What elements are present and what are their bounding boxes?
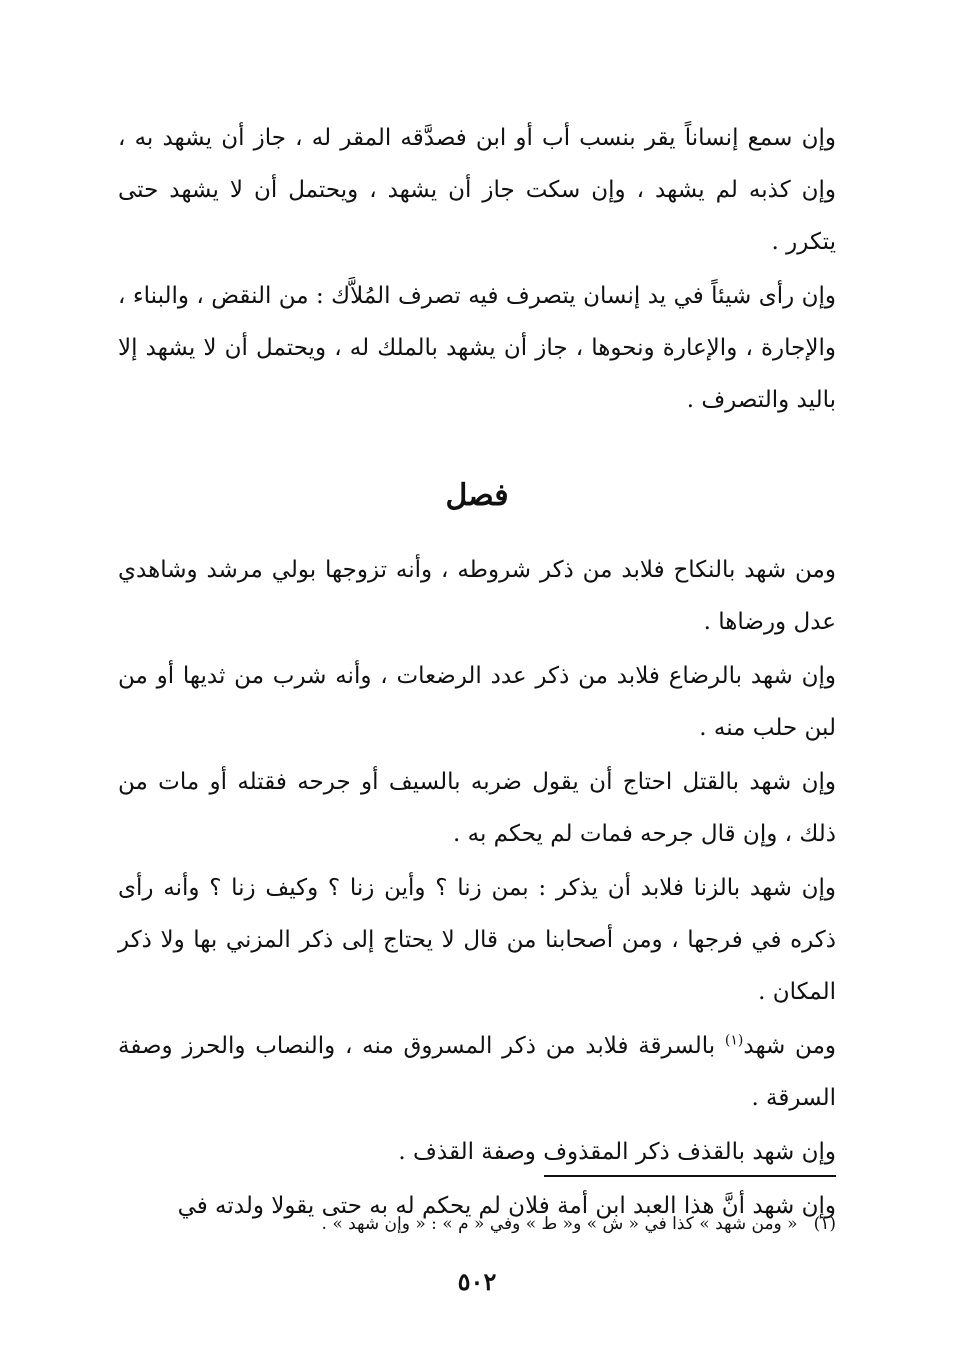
section-title: فصل bbox=[445, 478, 509, 513]
paragraph-killing-testimony: وإن شهد بالقتل احتاج أن يقول ضربه بالسيف أو جرحه فقتله أو مات من ذلك ، وإن قال جرحه فمات لم يحكم به . bbox=[118, 769, 836, 847]
page-number: ٥٠٢ bbox=[457, 1267, 497, 1296]
paragraph-theft-testimony bbox=[118, 1020, 836, 1124]
footnote-divider bbox=[544, 1175, 836, 1177]
paragraph-zina-testimony: وإن شهد بالزنا فلابد أن يذكر : بمن زنا ؟ وأين زنا ؟ وكيف زنا ؟ وأنه رأى ذكره في فرجها ، ومن أصحابنا من قال لا يحتاج إلى ذكر المزني بها ولا ذكر المكان . bbox=[118, 875, 836, 1005]
footnote bbox=[118, 1210, 836, 1238]
paragraph-slave-testimony: وإن شهد أنَّ هذا العبد ابن أمة فلان لم يحكم له به حتى يقولا ولدته في bbox=[177, 1193, 836, 1219]
paragraph-nursing-testimony: وإن شهد بالرضاع فلابد من ذكر عدد الرضعات ، وأنه شرب من ثديها أو من لبن حلب منه . bbox=[118, 663, 836, 741]
paragraph-possession-testimony: وإن رأى شيئاً في يد إنسان يتصرف فيه تصرف المُلاَّك : من النقض ، والبناء ، والإجارة ، والإعارة ونحوها ، جاز أن يشهد بالملك له ، ويحتمل أن لا يشهد إلا باليد والتصرف . bbox=[118, 283, 836, 413]
footnote-number: (١) bbox=[813, 1214, 836, 1234]
paragraph-qadhf-testimony: وإن شهد بالقذف ذكر المقذوف وصفة القذف . bbox=[398, 1139, 836, 1165]
footnote-text: « ومن شهد » كذا في « ش » و« ط » وفي « م » : « وإن شهد » . bbox=[321, 1214, 798, 1234]
theft-paragraph-start: ومن شهد bbox=[743, 1033, 836, 1059]
paragraph-acknowledgment-of-lineage: وإن سمع إنساناً يقر بنسب أب أو ابن فصدَّقه المقر له ، جاز أن يشهد به ، وإن كذبه لم يشهد ، وإن سكت جاز أن يشهد ، ويحتمل أن لا يشهد حتى يتكرر . bbox=[118, 125, 836, 255]
page-body bbox=[118, 112, 836, 1234]
theft-paragraph-rest: بالسرقة فلابد من ذكر المسروق منه ، والنصاب والحرز وصفة السرقة . bbox=[118, 1033, 836, 1111]
footnote-marker: (١) bbox=[724, 1032, 744, 1049]
paragraph-marriage-testimony: ومن شهد بالنكاح فلابد من ذكر شروطه ، وأنه تزوجها بولي مرشد وشاهدي عدل ورضاها . bbox=[118, 557, 836, 635]
